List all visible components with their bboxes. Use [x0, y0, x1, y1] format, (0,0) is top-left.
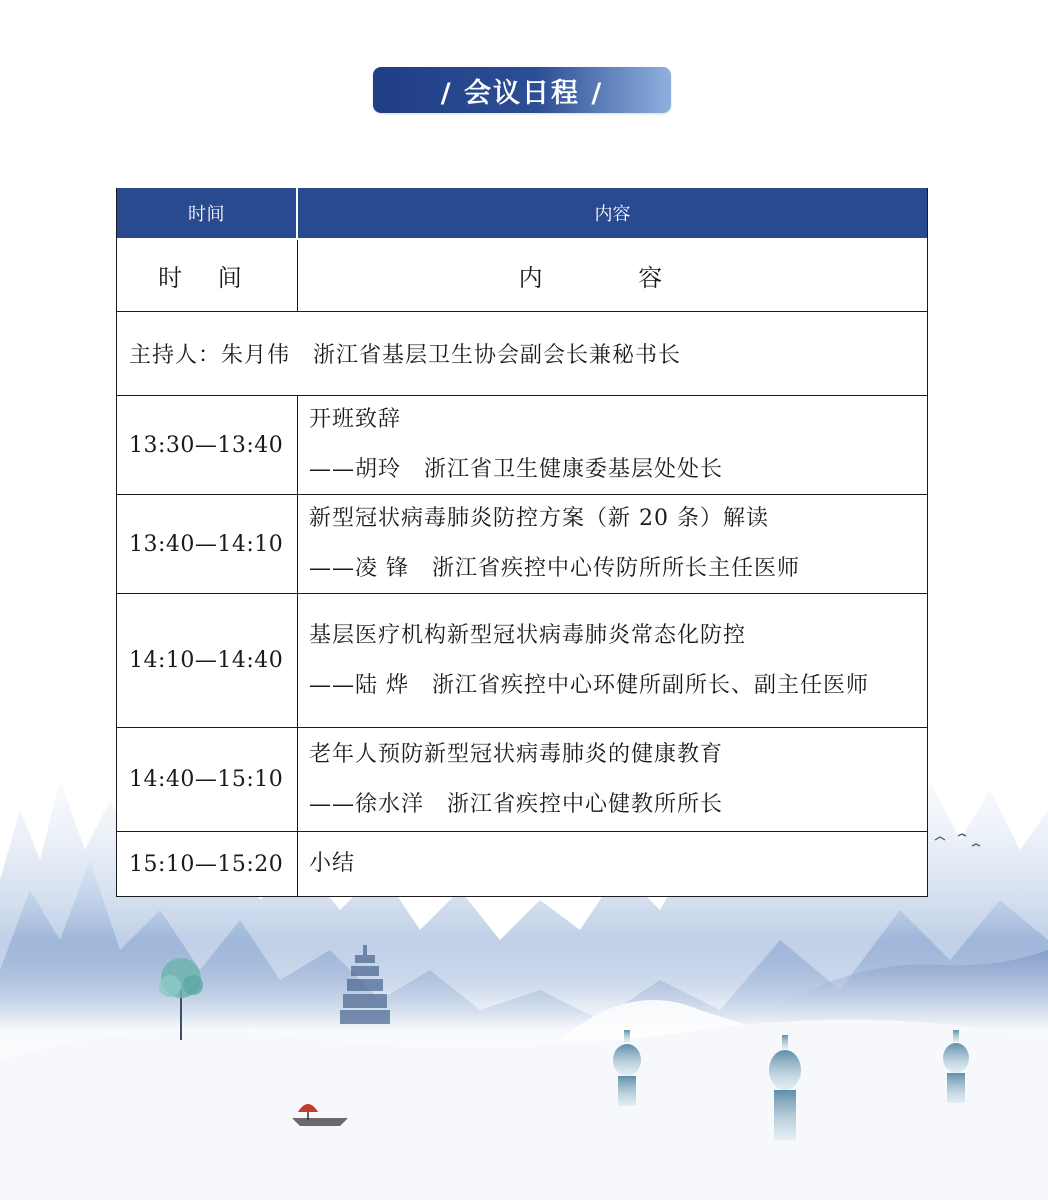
table-row — [117, 832, 927, 896]
page-title: / 会议日程 / — [373, 67, 671, 113]
session-time: 15:10—15:20 — [117, 832, 298, 896]
table-sub-header-row — [117, 240, 927, 312]
sub-header-time: 时 间 — [117, 240, 298, 311]
table-row — [117, 495, 927, 594]
session-content — [298, 594, 927, 727]
header-time: 时间 — [117, 188, 298, 238]
session-title: 小结 — [309, 851, 356, 876]
table-row — [117, 594, 927, 728]
session-content — [298, 832, 927, 896]
host-row — [117, 312, 927, 396]
session-time: 14:40—15:10 — [117, 728, 298, 831]
session-speaker: ——陆 烨 浙江省疾控中心环健所副所长、副主任医师 — [309, 672, 869, 698]
sub-header-content: 内 容 — [518, 264, 707, 292]
session-title: 老年人预防新型冠状病毒肺炎的健康教育 — [309, 741, 724, 767]
session-content — [298, 396, 927, 494]
session-content — [298, 495, 927, 593]
session-title: 开班致辞 — [309, 407, 402, 432]
session-speaker: ——徐水洋 浙江省疾控中心健教所所长 — [309, 791, 724, 817]
host-text: 主持人：朱月伟 浙江省基层卫生协会副会长兼秘书长 — [129, 343, 682, 368]
table-row — [117, 728, 927, 832]
session-content — [298, 728, 927, 831]
session-title: 新型冠状病毒肺炎防控方案（新 20 条）解读 — [309, 506, 769, 531]
session-time: 14:10—14:40 — [117, 594, 298, 727]
session-time: 13:40—14:10 — [117, 495, 298, 593]
header-content: 内容 — [594, 204, 631, 225]
session-speaker: ——胡玲 浙江省卫生健康委基层处处长 — [309, 457, 724, 482]
table-header-row — [117, 188, 927, 240]
session-title: 基层医疗机构新型冠状病毒肺炎常态化防控 — [309, 622, 747, 648]
schedule-table — [116, 188, 928, 897]
table-row — [117, 396, 927, 495]
session-time: 13:30—13:40 — [117, 396, 298, 494]
session-speaker: ——凌 锋 浙江省疾控中心传防所所长主任医师 — [309, 556, 800, 581]
